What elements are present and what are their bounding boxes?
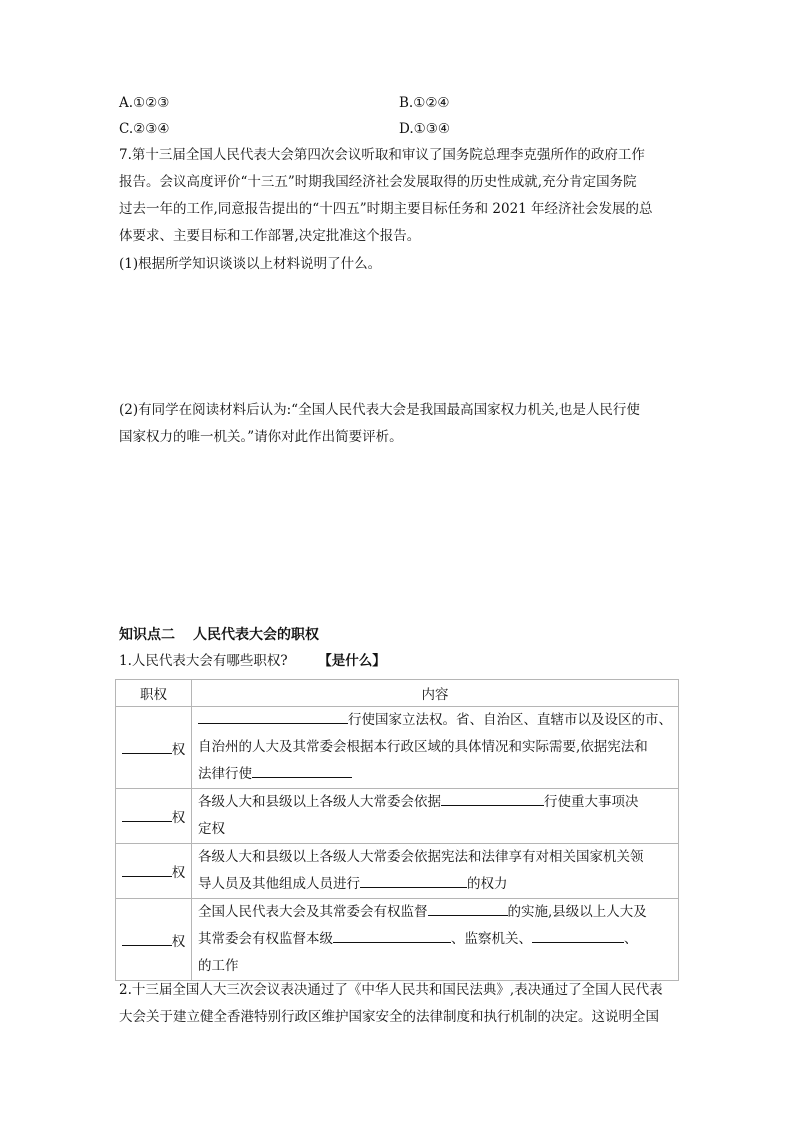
question-1 [119, 648, 679, 675]
fill-blank[interactable] [252, 763, 352, 778]
question-7-line: 过去一年的工作,同意报告提出的“十四五”时期主要目标任务和 2021 年经济社会发展的总 [119, 201, 653, 217]
sub-question-line: 国家权力的唯一机关。”请你对此作出简要评析。 [119, 429, 403, 445]
sub-question-line: (2)有同学在阅读材料后认为:“全国人民代表大会是我国最高国家权力机关,也是人民行使 [119, 402, 640, 418]
fill-blank[interactable] [122, 863, 172, 877]
fill-blank[interactable] [198, 709, 348, 724]
content-cell [192, 707, 679, 789]
question-7-stem [119, 142, 679, 250]
table-row [116, 899, 679, 981]
power-name-cell [116, 844, 192, 899]
section-label: 知识点二 [119, 627, 175, 643]
power-suffix: 权 [171, 933, 186, 950]
content-text: 自治州的人大及其常委会根据本行政区域的具体情况和实际需要,依据宪法和 [198, 739, 648, 755]
content-text: 、 [624, 931, 638, 947]
powers-table [115, 679, 679, 981]
question-7-sub1 [119, 251, 679, 278]
section-heading [119, 624, 319, 644]
fill-blank[interactable] [441, 791, 544, 806]
section-title: 人民代表大会的职权 [193, 627, 319, 643]
content-text: 各级人大和县级以上各级人大常委会依据 [198, 794, 441, 810]
fill-blank[interactable] [122, 932, 172, 946]
option-c: C.②③④ [119, 121, 170, 137]
content-text: 行使重大事项决 [544, 794, 639, 810]
table-header-row [116, 680, 679, 707]
content-text: 行使国家立法权。省、自治区、直辖市以及设区的市、 [348, 712, 672, 728]
table-header-cell: 内容 [192, 680, 679, 707]
fill-blank[interactable] [122, 740, 172, 754]
content-cell [192, 899, 679, 981]
fill-blank[interactable] [428, 901, 508, 916]
option-a: A.①②③ [119, 95, 170, 111]
question-1-tag: 【是什么】 [318, 653, 386, 669]
question-1-text: 1.人民代表大会有哪些职权? [119, 653, 288, 669]
power-suffix: 权 [171, 741, 186, 758]
question-2-line: 大会关于建立健全香港特别行政区维护国家安全的法律制度和执行机制的决定。这说明全国 [119, 1009, 659, 1025]
content-text: 各级人大和县级以上各级人大常委会依据宪法和法律享有对相关国家机关领 [198, 849, 644, 865]
content-text: 的工作 [198, 958, 239, 974]
sub-question-text: (1)根据所学知识谈谈以上材料说明了什么。 [119, 256, 382, 272]
fill-blank[interactable] [333, 928, 451, 943]
question-7-line: 报告。会议高度评价“十三五”时期我国经济社会发展取得的历史性成就,充分肯定国务院 [119, 174, 637, 190]
power-suffix: 权 [171, 865, 186, 881]
question-7-line: 7.第十三届全国人民代表大会第四次会议听取和审议了国务院总理李克强所作的政府工作 [119, 147, 645, 163]
content-cell [192, 844, 679, 899]
content-text: 导人员及其他组成人员进行 [198, 876, 360, 892]
option-d: D.①③④ [399, 121, 450, 137]
content-text: 其常委会有权监督本级 [198, 931, 333, 947]
power-name-cell [116, 789, 192, 844]
power-name-cell [116, 707, 192, 789]
question-2-line: 2.十三届全国人大三次会议表决通过了《中华人民共和国民法典》,表决通过了全国人民代表 [119, 982, 663, 998]
content-text: 的实施,县级以上人大及 [507, 904, 647, 920]
table-header-cell: 职权 [116, 680, 192, 707]
question-7-line: 体要求、主要目标和工作部署,决定批准这个报告。 [119, 228, 421, 244]
content-text: 、监察机关、 [451, 931, 532, 947]
content-text: 的权力 [467, 876, 508, 892]
fill-blank[interactable] [532, 928, 624, 943]
content-cell [192, 789, 679, 844]
question-7-sub2 [119, 397, 679, 451]
option-b: B.①②④ [399, 95, 450, 111]
content-text: 全国人民代表大会及其常委会有权监督 [198, 904, 428, 920]
table-row [116, 707, 679, 789]
fill-blank[interactable] [122, 808, 172, 822]
power-suffix: 权 [171, 810, 186, 826]
content-text: 法律行使 [198, 766, 252, 782]
fill-blank[interactable] [360, 873, 467, 888]
question-2 [119, 977, 679, 1031]
content-text: 定权 [198, 821, 225, 837]
table-row [116, 844, 679, 899]
table-row [116, 789, 679, 844]
power-name-cell [116, 899, 192, 981]
